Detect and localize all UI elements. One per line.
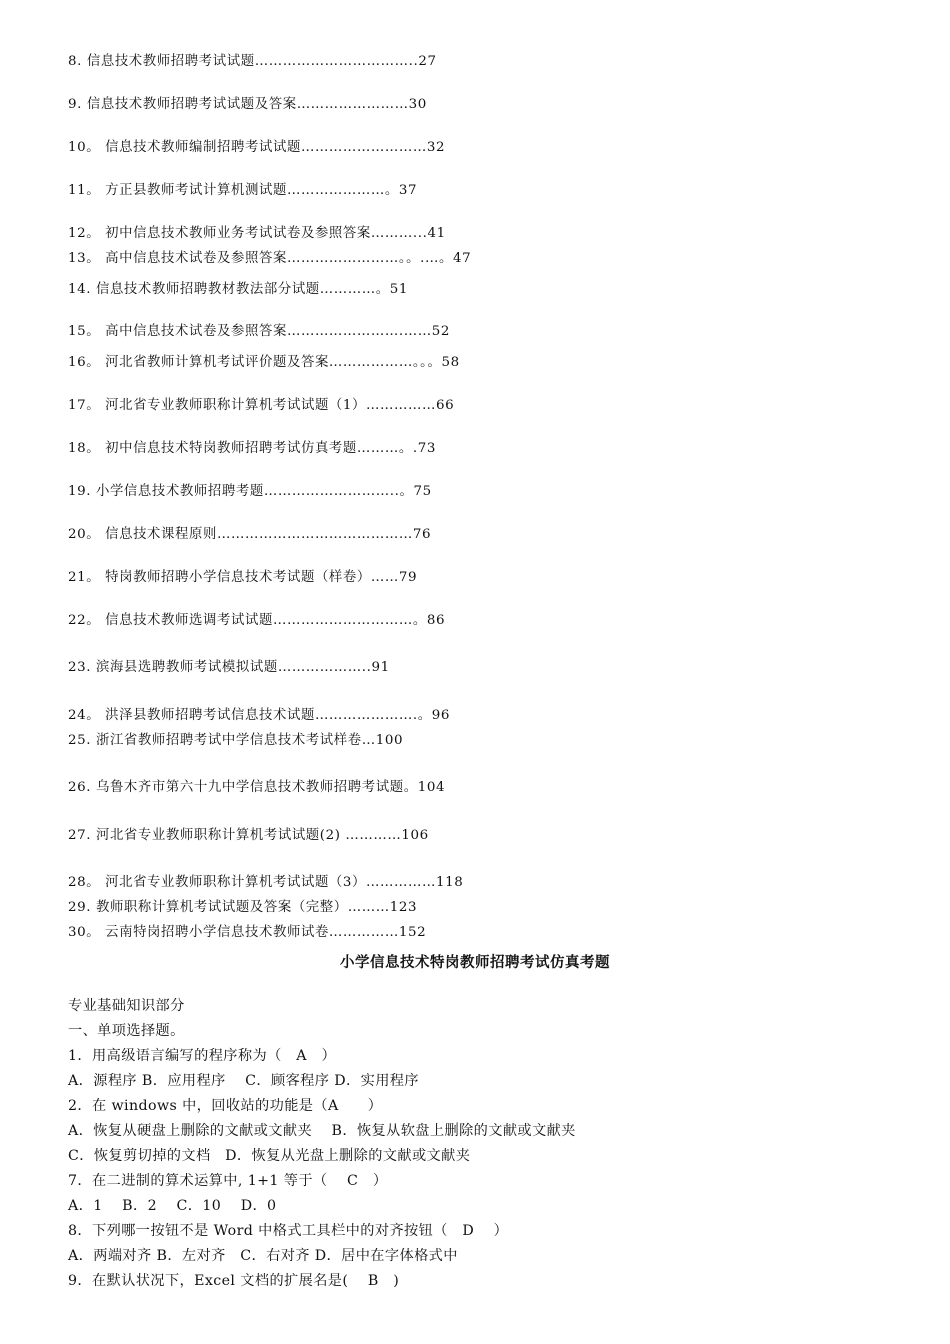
toc-entry: 23. 滨海县选聘教师考试模拟试题………………..91 <box>68 660 390 675</box>
toc-entry: 15。 高中信息技术试卷及参照答案…………………….……52 <box>68 324 450 339</box>
toc-entry: 8. 信息技术教师招聘考试试题……………………………..27 <box>68 54 437 69</box>
toc-entry: 24。 洪泽县教师招聘考试信息技术试题………………….。96 <box>68 708 450 723</box>
section-title: 小学信息技术特岗教师招聘考试仿真考题 <box>340 954 610 971</box>
toc-entry: 22。 信息技术教师选调考试试题…………………………。86 <box>68 613 446 628</box>
toc-entry: 20。 信息技术课程原则……………………………………76 <box>68 527 432 542</box>
question-text: 8．下列哪一按钮不是 Word 中格式工具栏中的对齐按钮（ D ） <box>68 1223 509 1239</box>
toc-entry: 25. 浙江省教师招聘考试中学信息技术考试样卷…100 <box>68 733 404 748</box>
toc-entry: 11。 方正县教师考试计算机测试题…………………。37 <box>68 183 418 198</box>
question-text: 7．在二进制的算术运算中, 1+1 等于（ C ） <box>68 1173 388 1189</box>
subsection-heading: 一、单项选择题。 <box>68 1023 185 1039</box>
section-heading: 专业基础知识部分 <box>68 998 185 1014</box>
question-text: 9．在默认状况下，Excel 文档的扩展名是( B ) <box>68 1273 400 1289</box>
toc-entry: 10。 信息技术教师编制招聘考试试题………………………32 <box>68 140 446 155</box>
toc-entry: 16。 河北省教师计算机考试评价题及答案………………。。。58 <box>68 355 460 370</box>
toc-entry: 12。 初中信息技术教师业务考试试卷及参照答案………...41 <box>68 226 446 241</box>
toc-entry: 27. 河北省专业教师职称计算机考试试题(2) …………106 <box>68 828 429 843</box>
toc-entry: 29. 教师职称计算机考试试题及答案（完整）………123 <box>68 900 418 915</box>
toc-entry: 28。 河北省专业教师职称计算机考试试题（3）……………118 <box>68 875 464 890</box>
question-text: 1．用高级语言编写的程序称为（ A ） <box>68 1048 337 1064</box>
toc-entry: 17。 河北省专业教师职称计算机考试试题（1）……………66 <box>68 398 455 413</box>
toc-entry: 21。 特岗教师招聘小学信息技术考试题（样卷）……79 <box>68 570 418 585</box>
question-options: A．源程序 B．应用程序 C．顾客程序 D．实用程序 <box>68 1073 419 1089</box>
toc-entry: 9. 信息技术教师招聘考试试题及答案……………………30 <box>68 97 427 112</box>
toc-entry: 13。 高中信息技术试卷及参照答案……………………。。.…。47 <box>68 251 472 266</box>
toc-entry: 18。 初中信息技术特岗教师招聘考试仿真考题………。.73 <box>68 441 436 456</box>
question-options: C．恢复剪切掉的文档 D．恢复从光盘上删除的文献或文献夹 <box>68 1148 471 1164</box>
toc-entry: 26. 乌鲁木齐市第六十九中学信息技术教师招聘考试题。104 <box>68 780 446 795</box>
question-options: A．两端对齐 B．左对齐 C．右对齐 D．居中在字体格式中 <box>68 1248 458 1264</box>
toc-entry: 19. 小学信息技术教师招聘考题………………………..。75 <box>68 484 432 499</box>
question-text: 2．在 windows 中，回收站的功能是（A ） <box>68 1098 383 1114</box>
question-options: A．恢复从硬盘上删除的文献或文献夹 B．恢复从软盘上删除的文献或文献夹 <box>68 1123 576 1139</box>
toc-entry: 30。 云南特岗招聘小学信息技术教师试卷……………152 <box>68 925 427 940</box>
question-options: A．1 B．2 C．10 D．0 <box>68 1198 277 1214</box>
toc-entry: 14. 信息技术教师招聘教材教法部分试题…………。51 <box>68 282 408 297</box>
